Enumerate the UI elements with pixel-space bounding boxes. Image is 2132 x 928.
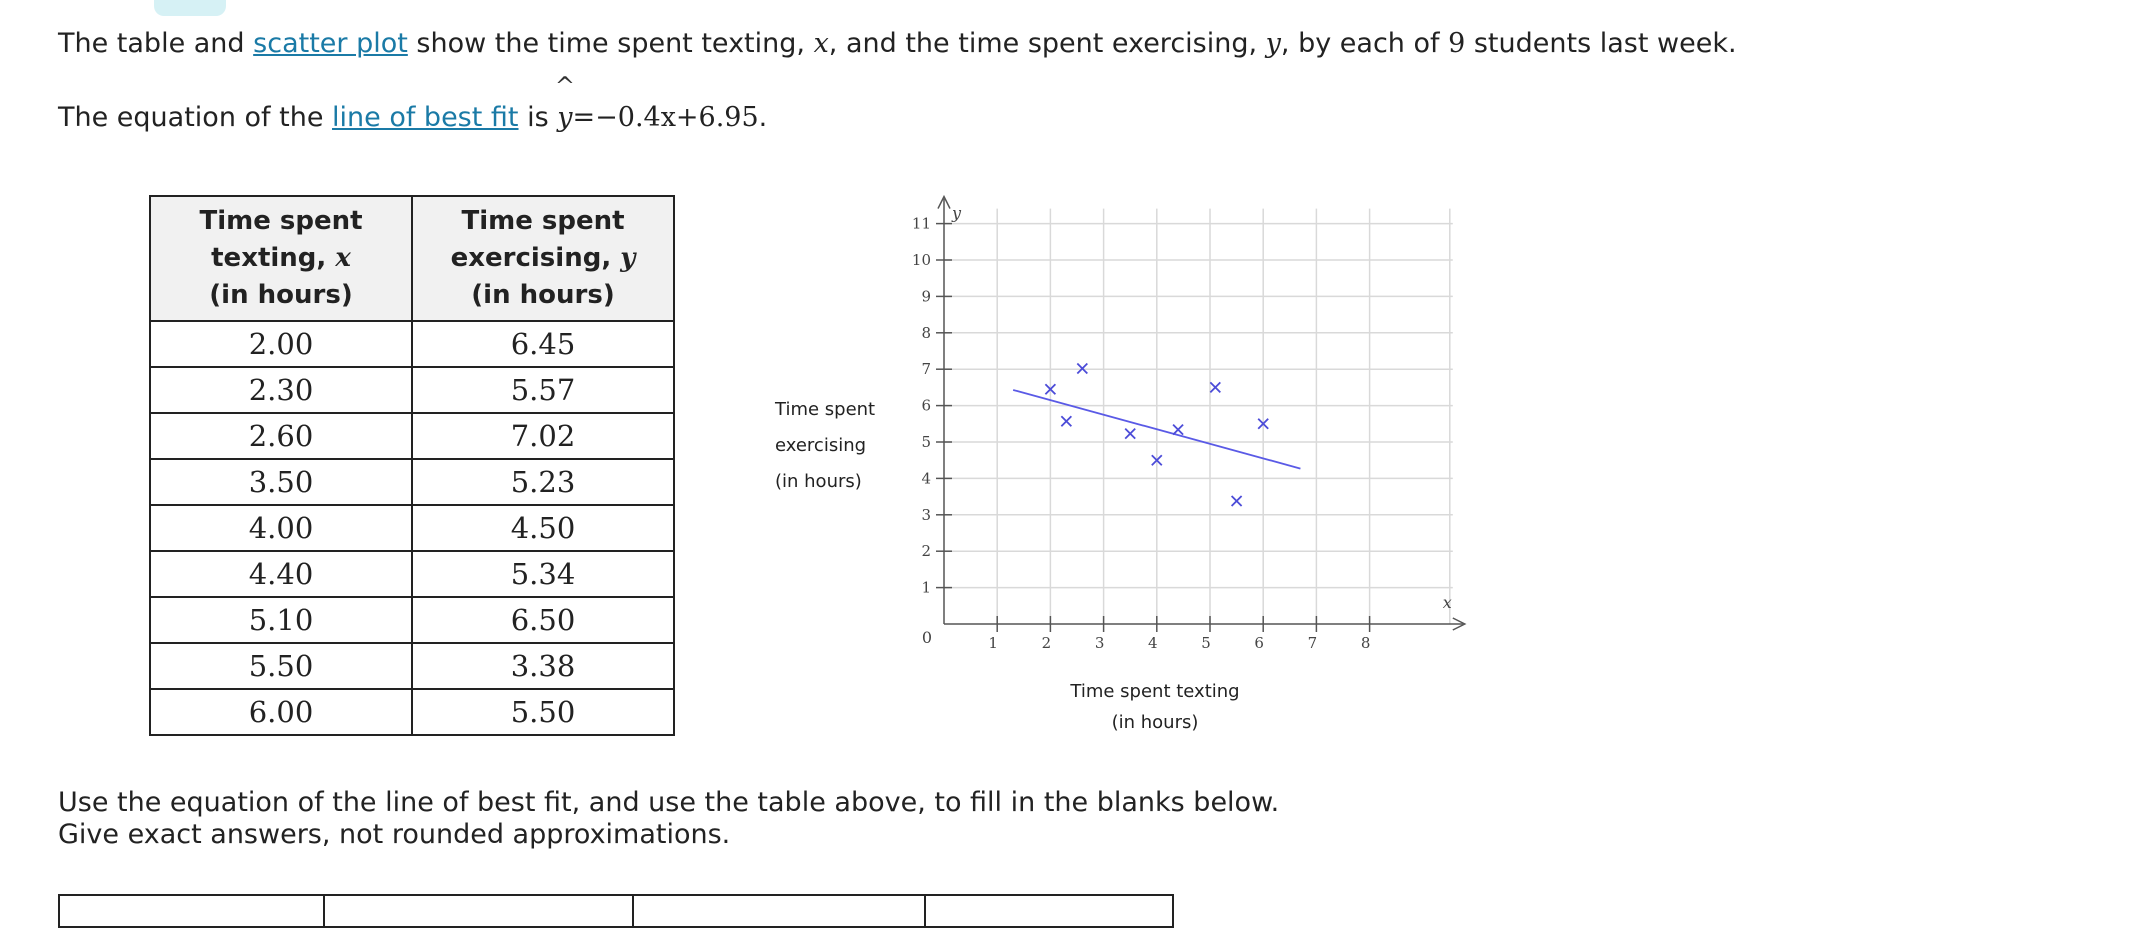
exercising-cell: 5.34 [412,551,674,597]
instructions-line-2: Give exact answers, not rounded approximations. [58,819,731,850]
y-tick-label: 2 [921,542,931,561]
data-point [1125,429,1135,439]
y-tick-label: 3 [921,505,931,524]
exercising-cell: 3.38 [412,643,674,689]
y-tick-label: 5 [921,433,931,451]
hat-symbol: ^ [554,72,575,100]
x-axis-title: (in hours) [1111,712,1199,733]
y-tick-label: 7 [921,360,931,379]
origin-label: 0 [921,628,932,647]
texting-cell: 5.50 [150,643,412,689]
line-of-best-fit-link[interactable]: line of best fit [332,102,519,133]
intro-text: students last week. [1465,28,1737,59]
texting-cell: 5.10 [150,597,412,643]
var-x: x [813,28,829,59]
intro-text: show the time spent texting, [407,28,814,59]
y-tick-label: 10 [911,251,931,269]
exercising-cell: 6.45 [412,321,674,367]
texting-cell: 2.30 [150,367,412,413]
student-count: 9 [1448,28,1466,59]
x-tick-label: 3 [1094,634,1105,652]
equation-text: The equation of the [58,102,333,133]
x-tick-label: 6 [1254,634,1264,652]
texting-cell: 4.00 [150,505,412,551]
x-axis-var-label: x [1442,593,1452,612]
y-tick-label: 6 [921,396,931,415]
intro-text: The table and [58,28,254,59]
texting-cell: 3.50 [150,459,412,505]
header-exercising: Time spent exercising, y (in hours) [412,196,674,321]
y-axis-title: Time spent [775,399,876,420]
equation-period: . [758,102,768,133]
exercising-cell: 5.50 [412,689,674,735]
intro-text: , by each of [1280,28,1449,59]
texting-cell: 2.00 [150,321,412,367]
y-tick-label: 4 [921,469,931,488]
y-tick-label: 9 [921,287,931,306]
data-point [1232,496,1242,506]
exercising-cell: 4.50 [412,505,674,551]
x-tick-label: 4 [1148,634,1158,652]
y-axis-var-label: y [952,203,962,223]
data-point [1210,382,1220,392]
texting-cell: 2.60 [150,413,412,459]
y-tick-label: 1 [921,578,931,597]
equation-text: is [518,102,558,133]
axes [936,197,1465,632]
texting-cell: 6.00 [150,689,412,735]
x-tick-label: 1 [988,634,998,652]
x-tick-label: 7 [1307,634,1318,652]
exercising-cell: 5.57 [412,367,674,413]
equation-rhs: =−0.4x+6.95 [572,102,759,133]
var-y: y [1265,28,1281,59]
table-row [59,895,1173,927]
exercising-cell: 5.23 [412,459,674,505]
y-tick-label: 11 [911,214,931,233]
answer-cell [324,895,633,927]
answer-cell [59,895,324,927]
data-point [1173,425,1183,435]
answer-cell [925,895,1173,927]
y-axis-title: exercising [775,435,867,456]
y-hat-var: y [557,102,573,133]
axis-labels [774,204,1452,733]
x-tick-label: 8 [1360,634,1371,652]
scatter-plot-link[interactable]: scatter plot [253,28,408,59]
answer-table [58,894,1174,928]
y-axis-title: (in hours) [775,471,862,492]
data-point [1061,416,1071,426]
x-tick-label: 5 [1201,634,1211,652]
exercising-cell: 6.50 [412,597,674,643]
x-axis-title: Time spent texting [1070,681,1240,702]
texting-cell: 4.40 [150,551,412,597]
instructions-line-1: Use the equation of the line of best fit, and use the table above, to fill in the blanks below. [58,787,1280,818]
x-tick-label: 2 [1041,634,1052,652]
exercising-cell: 7.02 [412,413,674,459]
y-tick-label: 8 [921,323,931,342]
intro-text: , and the time spent exercising, [828,28,1266,59]
header-texting: Time spent texting, x (in hours) [150,196,412,321]
answer-cell [633,895,925,927]
grid [944,209,1453,624]
